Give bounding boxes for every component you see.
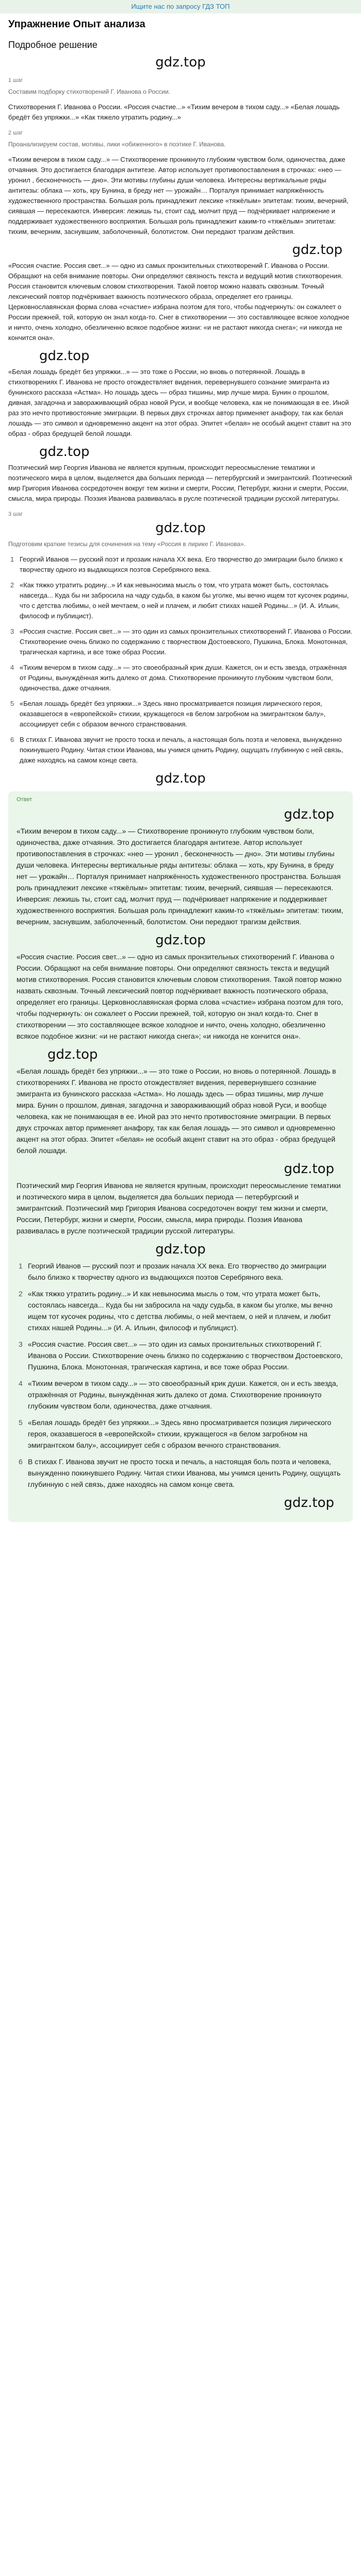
list-item: 1 Георгий Иванов — русский поэт и прозаик начала XX века. Его творчество до эмиграции было близко к творчеству одного из выдающихся поэтов Серебряного века. <box>19 1262 326 1281</box>
page-title: Упражнение Опыт анализа <box>8 19 145 30</box>
answer-paragraph: «Россия счастие. Россия свет...» — одно из самых пронзительных стихотворений Г. Иванова о России. Обращают на себя внимание повторы. Они определяют связность текста и ведущий мотив стихотворения. Россия становится ключевым словом стихотворения. Такой повтор можно назвать сквозным. Точный лексический повтор подчёркивает важность поэтического образа, определяет его границы. Церковнославянская форма слова «счастие» избрана поэтом для того, чтобы подчеркнуть: он сожалеет о России прежней, той, которую он знал когда-то. Снег в стихотворении — это составляющее всякое холодное и ничто, очень холодно, обезличенно всякое подобное жизни: «и не растают никогда снега»; «и никогда не кончится она». <box>17 953 343 1040</box>
watermark: gdz.top <box>292 242 342 258</box>
main-content <box>0 19 361 1522</box>
watermark: gdz.top <box>155 520 206 536</box>
list-item: 6 В стихах Г. Иванова звучит не просто тоска и печаль, а настоящая боль поэта и человека, вынужденно покинувшего Родину. Читая стихи Иванова, мы учимся ценить Родину, ощущать глубинную с ней связь, даже находясь на самом конце света. <box>19 1458 341 1488</box>
list-item: 5 «Белая лошадь бредёт без упряжки...» Здесь явно просматривается позиция лирического героя, оказавшегося в «европейской» стихии, кружащегося «в белом загробном на эмигрантском балу», ассоциирует себя с образом вечного странствования. <box>10 700 326 728</box>
answer-list <box>17 1260 344 1490</box>
list-item: 4 «Тихим вечером в тихом саду...» — это своеобразный крик души. Кажется, он и есть звезда, отражённая от Родины, вынуждённая жить далеко от дома. Стихотворение проникнуто глубоким чувством боли, одиночества, даже отчаяния. <box>19 1379 338 1410</box>
step-2-label: 2 шаг <box>8 130 23 136</box>
top-banner-link[interactable]: Ищите нас по запросу ГДЗ ТОП <box>0 0 361 13</box>
watermark: gdz.top <box>284 807 334 822</box>
step-3-list <box>8 554 353 766</box>
step-3-label: 3 шаг <box>8 511 23 517</box>
list-item: 1 Георгий Иванов — русский поэт и прозаик начала XX века. Его творчество до эмиграции было близко к творчеству одного из выдающихся поэтов Серебряного века. <box>10 555 343 573</box>
step-3-instruction: Подготовим краткие тезисы для сочинения на тему «Россия в лирике Г. Иванова». <box>8 540 246 548</box>
answer-label: Ответ <box>17 796 32 803</box>
watermark: gdz.top <box>47 1047 98 1062</box>
list-item: 3 «Россия счастие. Россия свет...» — это один из самых пронзительных стихотворений Г. Иванова о России. Стихотворение очень близко по содержанию с творчеством Достоевского, Пушкина, Блока. Монотонная, трагическая картина, и все тоже образ России. <box>10 628 353 656</box>
watermark: gdz.top <box>39 348 90 364</box>
step-1-label: 1 шаг <box>8 77 23 83</box>
solution-heading: Подробное решение <box>8 40 97 50</box>
watermark: gdz.top <box>155 933 206 948</box>
step-2-paragraph: «Белая лошадь бредёт без упряжки...» — это тоже о России, но вновь о потерянной. Лошадь в стихотворениях Г. Иванова не просто отождествляет видения, перевернувшего сознание эмигранта из бунинского рассказа «Астма». Но лошадь здесь — образ тишины, мир лучше мира. Бунин о прошлом, дивная, загадочна и завораживающий образ новой Руси, и вообще человека, как не понимающая в ее. Иной раз это нечто противостояние эмиграции. В первых двух строчках автор применяет анафору, так как белая лошадь — это символ и одновременно акцент на этот образ. Эпитет «белая» не особый акцент ставит на это образ - образ бредущей белой лошади. <box>8 368 351 437</box>
list-item: 2 «Как тяжко утратить родину...» И как невыносима мысль о том, что утрата может быть, состоялась навсегда... Куда бы ни забросила на чаду судьба, в каком бы уголке, мы вечно ищем тот кусочек родины, что с детства любимы, о ней мечтаем, о ней и плачем, и любит стихах нашей Родины...» (И. А. Ильин, философ и публицист). <box>10 581 349 620</box>
list-item: 3 «Россия счастие. Россия свет...» — это один из самых пронзительных стихотворений Г. Иванова о России. Стихотворение очень близко по содержанию с творчеством Достоевского, Пушкина, Блока. Монотонная, трагическая картина, и все тоже образ России. <box>19 1340 343 1371</box>
watermark: gdz.top <box>155 1242 206 1257</box>
answer-paragraph: Поэтический мир Георгия Иванова не является крупным, происходит переосмысление тематики и поэтического мира в целом, выделяется два больших периода — петербургский и эмигрантский. Поэтический мир Григория Иванова сосредоточен вокруг тем жизни и смерти, России, Петербург, жизни и смерти, России, смысла, мира природы. Поэзия Иванова развивалась в русле поэтической традиции русской литературы. <box>17 1181 341 1235</box>
list-item: 2 «Как тяжко утратить родину...» И как невыносима мысль о том, что утрата может быть, состоялась навсегда... Куда бы ни забросила на чаду судьба, в каком бы уголке, мы вечно ищем тот кусочек родины, что с детства любимы, о ней мечтаем, о ней и плачем, и любит стихах нашей Родины...» (И. А. Ильин, философ и публицист). <box>19 1290 333 1332</box>
step-2-instruction: Проанализируем состав, мотивы, лики «обиженного» в поэтике Г. Иванова. <box>8 141 226 148</box>
step-1-text: Стихотворения Г. Иванова о России. «Россия счастие...» «Тихим вечером в тихом саду...» «Белая лошадь бредёт без упряжки...» «Как тяжело утратить родину...» <box>8 103 340 121</box>
step-2-paragraph: «Тихим вечером в тихом саду...» — Стихотворение проникнуто глубоким чувством боли, одиночества, даже отчаяния. Это достигается благодаря антитезе. Автор использует противопоставления в строчках: «нео — уронил , бесконечность — дно». Эти мотивы глубины души человека. Интересны вертикальные ряды антитезы: облака — хоть, кру Бунина, в бреду нет — урожайн… Порталуя принимает напряжённость художественного пространства. Большая роль принадлежит лексике «тяжёлым» эпитетам: тихим, вечерний, сиявшая — пересекаются. Инверсия: лежишь ты, стоит сад, молчит пруд — подчёркивает напряжение и поддерживает художественного восприятия. Большая роль принадлежит каким-то «тяжёлым» эпитетам: тихим, вечерним, заснувшим, заболоченный, болотистом. Они передают трагизм действия. <box>8 156 349 235</box>
watermark: gdz.top <box>155 55 206 70</box>
step-2-paragraph: «Россия счастие. Россия свет...» — одно из самых пронзительных стихотворений Г. Иванова о России. Обращают на себя внимание повторы. Они определяют связность текста и ведущий мотив стихотворения. Россия становится ключевым словом стихотворения. Такой повтор можно назвать сквозным. Точный лексический повтор подчёркивает важность поэтического образа, определяет его границы. Церковнославянская форма слова «счастие» избрана поэтом для того, чтобы подчеркнуть: он сожалеет о России прежней, той, которую он знал когда-то. Снег в стихотворении — это составляющее всякое холодное и ничто, очень холодно, обезличенно всякое подобное жизни: «и не растают никогда снега»; «и никогда не кончится она». <box>8 262 350 342</box>
answer-paragraph: «Тихим вечером в тихом саду...» — Стихотворение проникнуто глубоким чувством боли, одиночества, даже отчаяния. Это достигается благодаря антитезе. Автор использует противопоставления в строчках: «нео — уронил , бесконечность — дно». Эти мотивы глубины души человека. Интересны вертикальные ряды антитезы: облака — хоть, кру Бунина, в бреду нет — урожайн… Порталуя принимает напряжённость художественного пространства. Большая роль принадлежит лексике «тяжёлым» эпитетам: тихим, вечерний, сиявшая — пересекаются. Инверсия: лежишь ты, стоит сад, молчит пруд — подчёркивает напряжение и поддерживает художественного восприятия. Большая роль принадлежит каким-то «тяжёлым» эпитетам: тихим, вечерним, заснувшим, заболоченный, болотистом. Они передают трагизм действия. <box>17 827 343 926</box>
watermark: gdz.top <box>284 1495 334 1511</box>
watermark: gdz.top <box>155 771 206 786</box>
watermark: gdz.top <box>284 1161 334 1177</box>
answer-box <box>8 791 353 1522</box>
list-item: 5 «Белая лошадь бредёт без упряжки...» Здесь явно просматривается позиция лирического героя, оказавшегося в «европейской» стихии, кружащегося «в белом загробном на эмигрантском балу», ассоциирует себя с образом вечного странствования. <box>19 1418 332 1449</box>
list-item: 6 В стихах Г. Иванова звучит не просто тоска и печаль, а настоящая боль поэта и человека, вынужденно покинувшего Родину. Читая стихи Иванова, мы учимся ценить Родину, ощущать глубинную с ней связь, даже находясь на самом конце света. <box>10 736 343 764</box>
answer-paragraph: «Белая лошадь бредёт без упряжки...» — это тоже о России, но вновь о потерянной. Лошадь в стихотворениях Г. Иванова не просто отождествляет видения, перевернувшего сознание эмигранта из бунинского рассказа «Астма». Но лошадь здесь — образ тишины, мир лучше мира. Бунин о прошлом, дивная, загадочна и завораживающий образ новой Руси, и вообще человека, как не понимающая в ее. Иной раз это нечто противостояние эмиграции. В первых двух строчках автор применяет анафору, так как белая лошадь — это символ и одновременно акцент на этот образ. Эпитет «белая» не особый акцент ставит на это образ - образ бредущей белой лошади. <box>17 1067 336 1155</box>
watermark: gdz.top <box>39 444 90 460</box>
list-item: 4 «Тихим вечером в тихом саду...» — это своеобразный крик души. Кажется, он и есть звезда, отражённая от Родины, вынуждённая жить далеко от дома. Стихотворение проникнуто глубоким чувством боли, одиночества, даже отчаяния. <box>10 664 347 692</box>
step-2-paragraph: Поэтический мир Георгия Иванова не является крупным, происходит переосмысление тематики и поэтического мира в целом, выделяется два больших периода — петербургский и эмигрантский. Поэтический мир Григория Иванова сосредоточен вокруг тем жизни и смерти, России, Петербург, жизни и смерти, России, смысла, мира природы. Поэзия Иванова развивалась в русле поэтической традиции русской литературы. <box>8 464 352 502</box>
step-1-instruction: Составим подборку стихотворений Г. Иванова о России. <box>8 88 171 95</box>
